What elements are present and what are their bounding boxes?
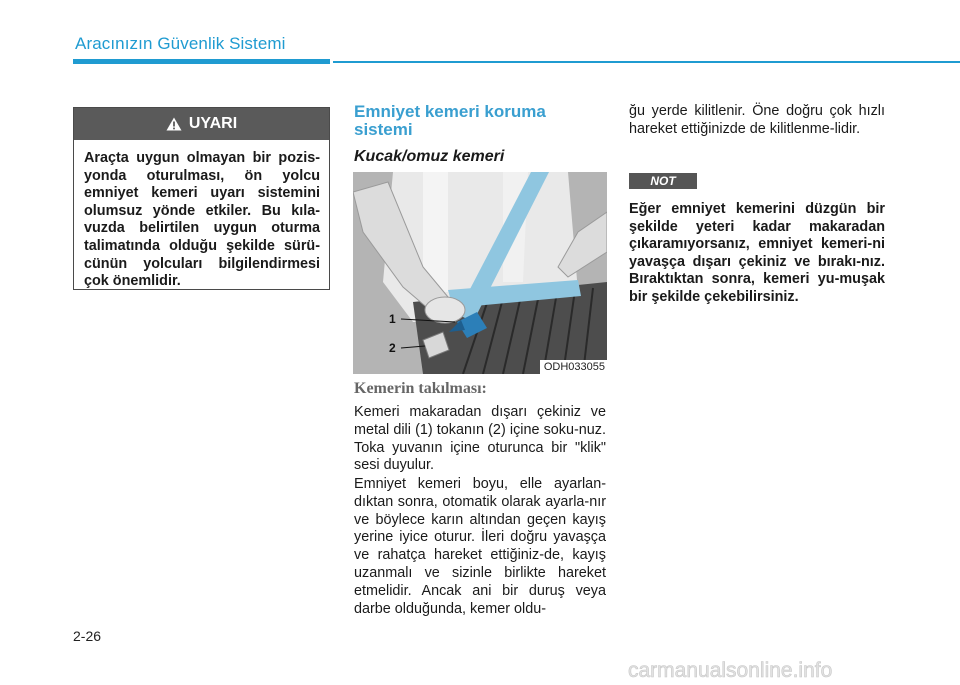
header-rule-thick [73,59,330,64]
callout-2: 2 [389,341,396,355]
fastening-paragraph-1: Kemeri makaradan dışarı çekiniz ve metal dili (1) tokanın (2) içine soku-nuz. Toka yuvanın içine oturunca bir "klik" sesi duyulur. [354,404,606,474]
watermark-logo [628,658,948,682]
callout-1: 1 [389,312,396,326]
seatbelt-illustration [353,172,607,374]
warning-label: UYARI [188,115,238,132]
header-rule-thin [333,61,960,63]
fastening-heading: Kemerin takılması: [354,380,487,397]
svg-text:carmanualsonline.info: carmanualsonline.info [628,659,833,682]
note-text: Eğer emniyet kemerini düzgün bir şekilde yeteri kadar makaradan çıkaramıyorsanız, emniyet kemeri-ni yavaşça dışarı çekiniz ve bırakı-nız. Bıraktıktan sonra, kemeri yu-muşak bir şekilde çekebilirsiniz. [629,201,885,305]
note-badge: NOT [629,173,697,189]
fastening-paragraph-2: Emniyet kemeri boyu, elle ayarlan-dıktan sonra, otomatik olarak ayarla-nır ve böylece karın altından geçen kayış yerine iyice oturur. İleri doğru yavaşça ve rahatça hareket ettiğiniz-de, kayış uzanmalı ve sizinle birlikte hareket etmelidir. Ancak ani bir duruş veya darbe olduğunda, kemer oldu- [354,476,606,617]
page-number: 2-26 [73,628,102,644]
warning-triangle-icon [166,117,182,131]
section-title: Emniyet kemeri koruma sistemi [354,102,546,139]
chapter-title: Aracınızın Güvenlik Sistemi [75,34,286,53]
warning-box [73,107,330,290]
warning-text: Araçta uygun olmayan bir pozis-yonda oturulması, ön yolcu emniyet kemeri uyarı sistemini olumsuz yönde etkiler. Bu kıla-vuzda belirtilen uygun oturma talimatında olduğu şekilde sürü-cünün yolcuları bilgilendirmesi çok önemlidir. [84,150,320,290]
fastening-paragraph-3: ğu yerde kilitlenir. Öne doğru çok hızlı hareket ettiğinizde de kilitlenme-lidir. [629,103,885,137]
figure-code: ODH033055 [540,360,607,374]
warning-header [74,108,329,140]
section-subtitle: Kucak/omuz kemeri [354,148,505,165]
